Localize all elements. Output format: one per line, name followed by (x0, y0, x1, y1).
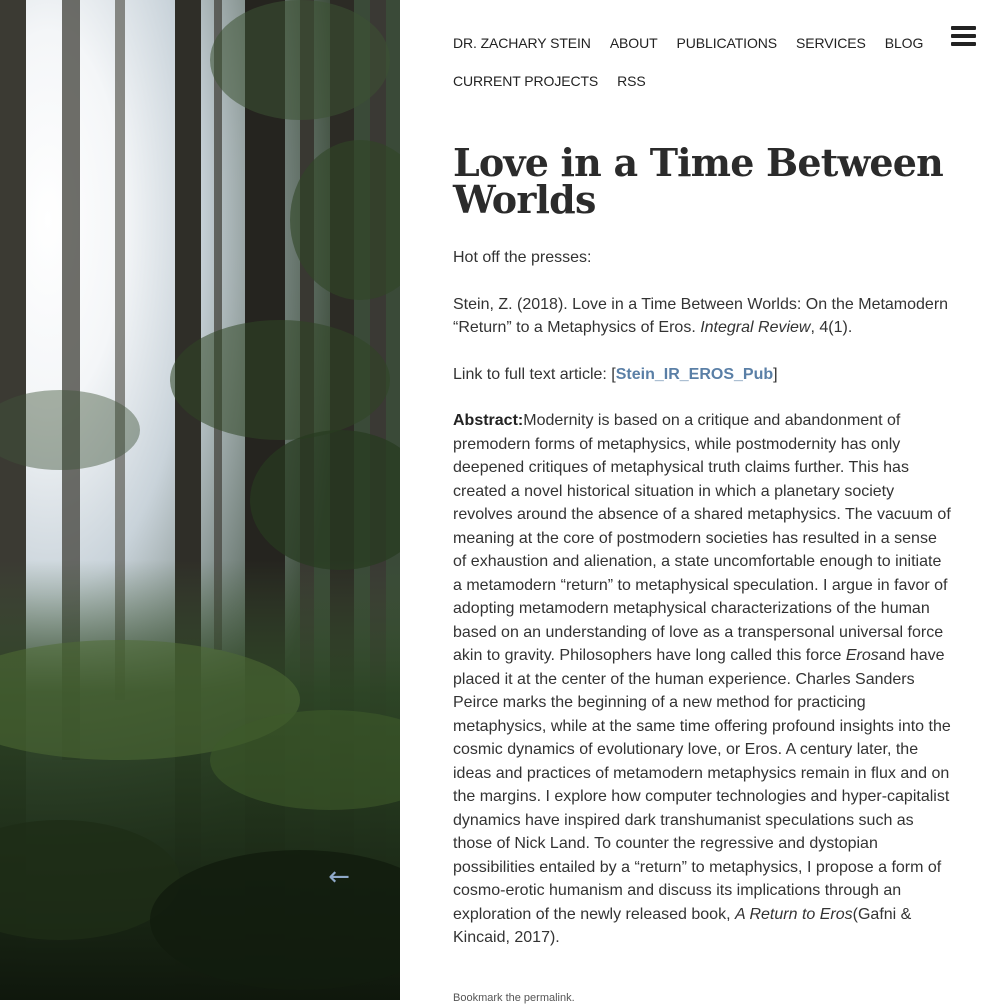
abstract-eros: Eros (845, 647, 879, 664)
nav-item-publications[interactable]: PUBLICATIONS (676, 35, 777, 51)
link-prefix: Link to full text article: [ (453, 365, 616, 383)
citation (453, 293, 953, 340)
nav-item-rss[interactable]: RSS (617, 73, 646, 89)
nav-row-1 (453, 24, 923, 62)
full-text-link[interactable]: Stein_IR_EROS_Pub (615, 365, 774, 383)
nav-item-about[interactable]: ABOUT (609, 35, 658, 51)
abstract-text-2: and have placed it at the center of the human experience. Charles Sanders Peirce marks the beginning of a new method for practicing metaphysics, while at the same time offering profound insights into the cosmic dynamics of evolutionary love, or Eros. A century later, the ideas and practices of metamodern metaphysics remain in flux and on the margins. I explore how computer technologies and hyper-capitalist dynamics have inspired dark transhumanist speculations such as those of Nick Land. To counter the regressive and dystopian possibilities entailed by a “return” to metaphysics, I propose a form of cosmo-erotic humanism and discuss its implications through an exploration of the newly released book, (453, 647, 951, 923)
nav-item-current-projects[interactable]: CURRENT PROJECTS (453, 73, 599, 89)
nav-item-blog[interactable]: BLOG (884, 35, 924, 51)
citation-tail: , 4(1). (810, 319, 853, 336)
forest-image (0, 0, 400, 1000)
header-photo (0, 0, 400, 1000)
post-article (453, 140, 953, 950)
post-title: Love in a Time Between Worlds (453, 140, 943, 222)
nav-item-home[interactable]: DR. ZACHARY STEIN (453, 35, 591, 51)
abstract (453, 409, 953, 950)
citation-text: Stein, Z. (2018). Love in a Time Between Worlds: On the Metamodern “Return” to a Metaphysics of Eros. (453, 295, 949, 336)
citation-journal: Integral Review (700, 319, 811, 336)
main-nav (453, 24, 923, 100)
nav-item-services[interactable]: SERVICES (796, 35, 866, 51)
hamburger-icon[interactable] (951, 26, 976, 46)
link-suffix: ] (773, 365, 778, 383)
nav-row-2 (453, 62, 923, 100)
left-arrow-icon[interactable]: ← (328, 862, 350, 892)
permalink-text[interactable]: Bookmark the permalink. (453, 992, 575, 1004)
abstract-text-3: (Gafni & Kincaid, 2017). (453, 905, 912, 946)
intro-text: Hot off the presses: (453, 249, 592, 266)
abstract-book-title: A Return to Eros (734, 905, 853, 923)
abstract-text-1: Modernity is based on a critique and abandonment of premodern forms of metaphysics, while postmodernity has only deepened critiques of metaphysical truth claims further. This has created a novel historical situation in which a planetary society revolves around the absence of a shared metaphysics. The vacuum of meaning at the core of postmodern societies has resulted in a sense of exhaustion and alienation, a state uncomfortable enough to initiate a metamodern “return” to metaphysical speculation. I argue in favor of adopting metamodern metaphysical characterizations of the human based on an understanding of love as a transpersonal universal force akin to gravity. Philosophers have long called this force (453, 412, 951, 664)
full-text-link-line (453, 363, 953, 387)
abstract-label: Abstract: (453, 412, 524, 429)
